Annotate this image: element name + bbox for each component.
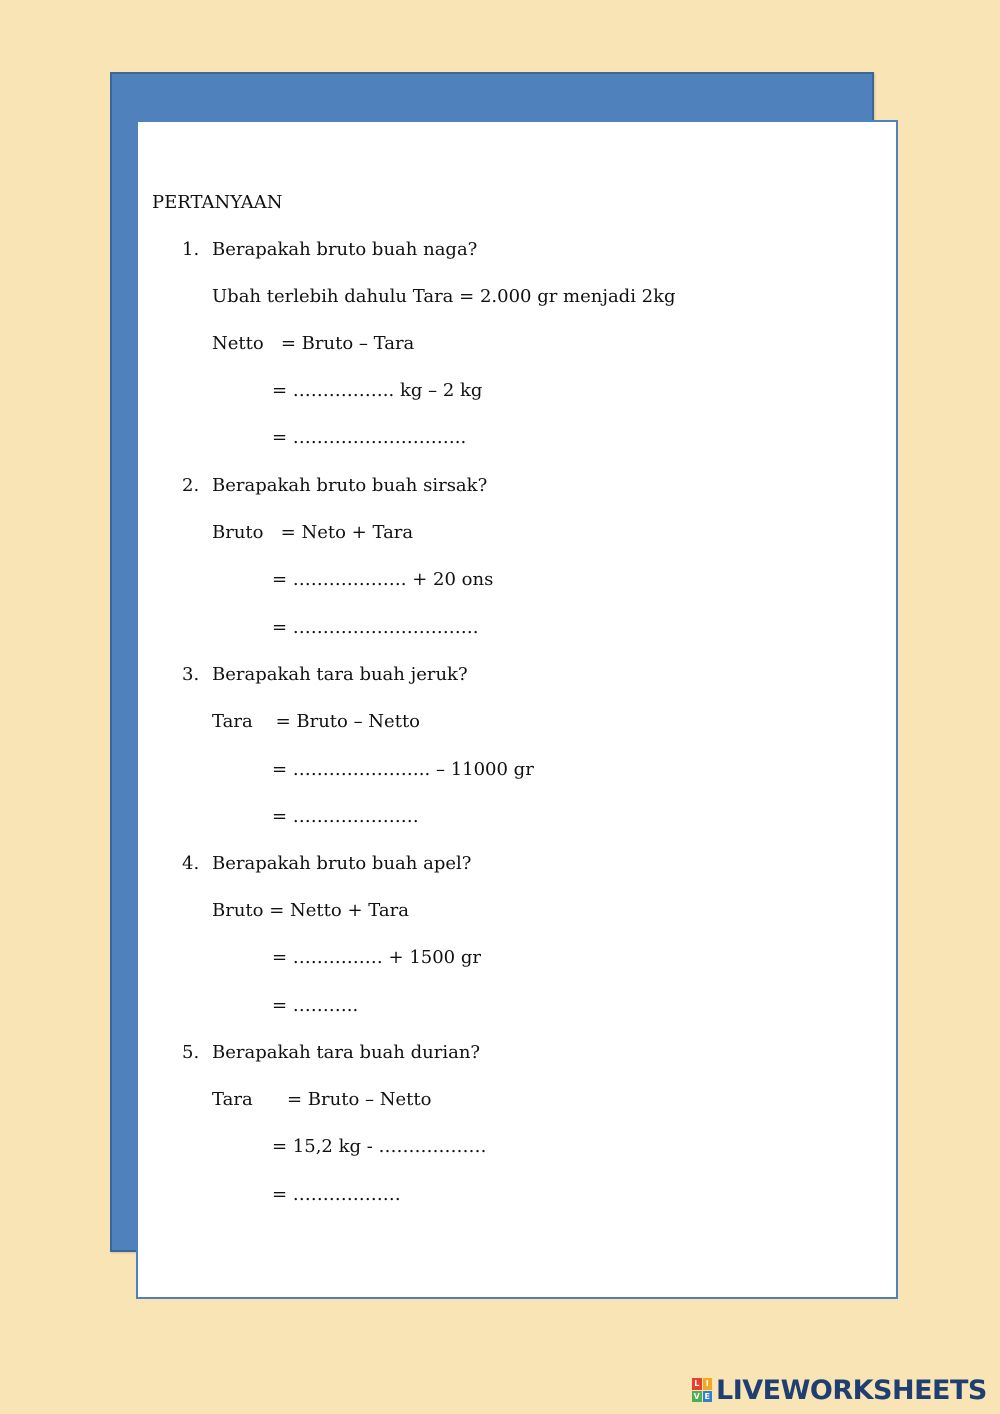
question-5-answer-step-1[interactable]: = 15,2 kg - ……………… xyxy=(272,1136,487,1157)
question-5-number: 5. xyxy=(182,1042,200,1063)
logo-letter-l: L xyxy=(692,1378,702,1390)
logo-letter-e: E xyxy=(703,1391,713,1403)
question-3-text: Berapakah tara buah jeruk? xyxy=(212,664,468,685)
question-1-answer-step-1[interactable]: = …………….. kg – 2 kg xyxy=(272,380,483,401)
liveworksheets-logo[interactable] xyxy=(692,1374,987,1406)
question-3-line-1: Tara = Bruto – Netto xyxy=(212,711,421,732)
question-4-text: Berapakah bruto buah apel? xyxy=(212,853,472,874)
question-1-text: Berapakah bruto buah naga? xyxy=(212,239,478,260)
question-1-number: 1. xyxy=(182,239,200,260)
section-heading: PERTANYAAN xyxy=(152,192,283,213)
question-4-line-1: Bruto = Netto + Tara xyxy=(212,900,409,921)
question-2-number: 2. xyxy=(182,475,200,496)
question-5-line-1: Tara = Bruto – Netto xyxy=(212,1089,432,1110)
logo-letter-v: V xyxy=(693,1391,700,1401)
question-2-line-1: Bruto = Neto + Tara xyxy=(212,522,414,543)
question-1-line-2: Netto = Bruto – Tara xyxy=(212,333,415,354)
question-3-answer-step-2[interactable]: = ………………… xyxy=(272,806,419,827)
question-4-answer-step-2[interactable]: = ……….. xyxy=(272,995,359,1016)
question-3-number: 3. xyxy=(182,664,200,685)
question-1-line-1: Ubah terlebih dahulu Tara = 2.000 gr menjadi 2kg xyxy=(212,286,676,307)
question-4-number: 4. xyxy=(182,853,200,874)
question-2-answer-step-1[interactable]: = ………………. + 20 ons xyxy=(272,569,494,590)
question-3-answer-step-1[interactable]: = ………………….. – 11000 gr xyxy=(272,759,534,780)
liveworksheets-logo-icon xyxy=(692,1378,712,1402)
question-5-text: Berapakah tara buah durian? xyxy=(212,1042,481,1063)
question-4-answer-step-1[interactable]: = …………… + 1500 gr xyxy=(272,947,481,968)
question-5-answer-step-2[interactable]: = ……………… xyxy=(272,1184,401,1205)
logo-letter-i: I xyxy=(703,1378,713,1390)
question-2-text: Berapakah bruto buah sirsak? xyxy=(212,475,488,496)
worksheet-panel xyxy=(136,120,898,1299)
question-1-answer-step-2[interactable]: = ……………………….. xyxy=(272,427,467,448)
liveworksheets-logo-text: LIVEWORKSHEETS xyxy=(716,1374,987,1406)
question-2-answer-step-2[interactable]: = …………………………. xyxy=(272,617,479,638)
